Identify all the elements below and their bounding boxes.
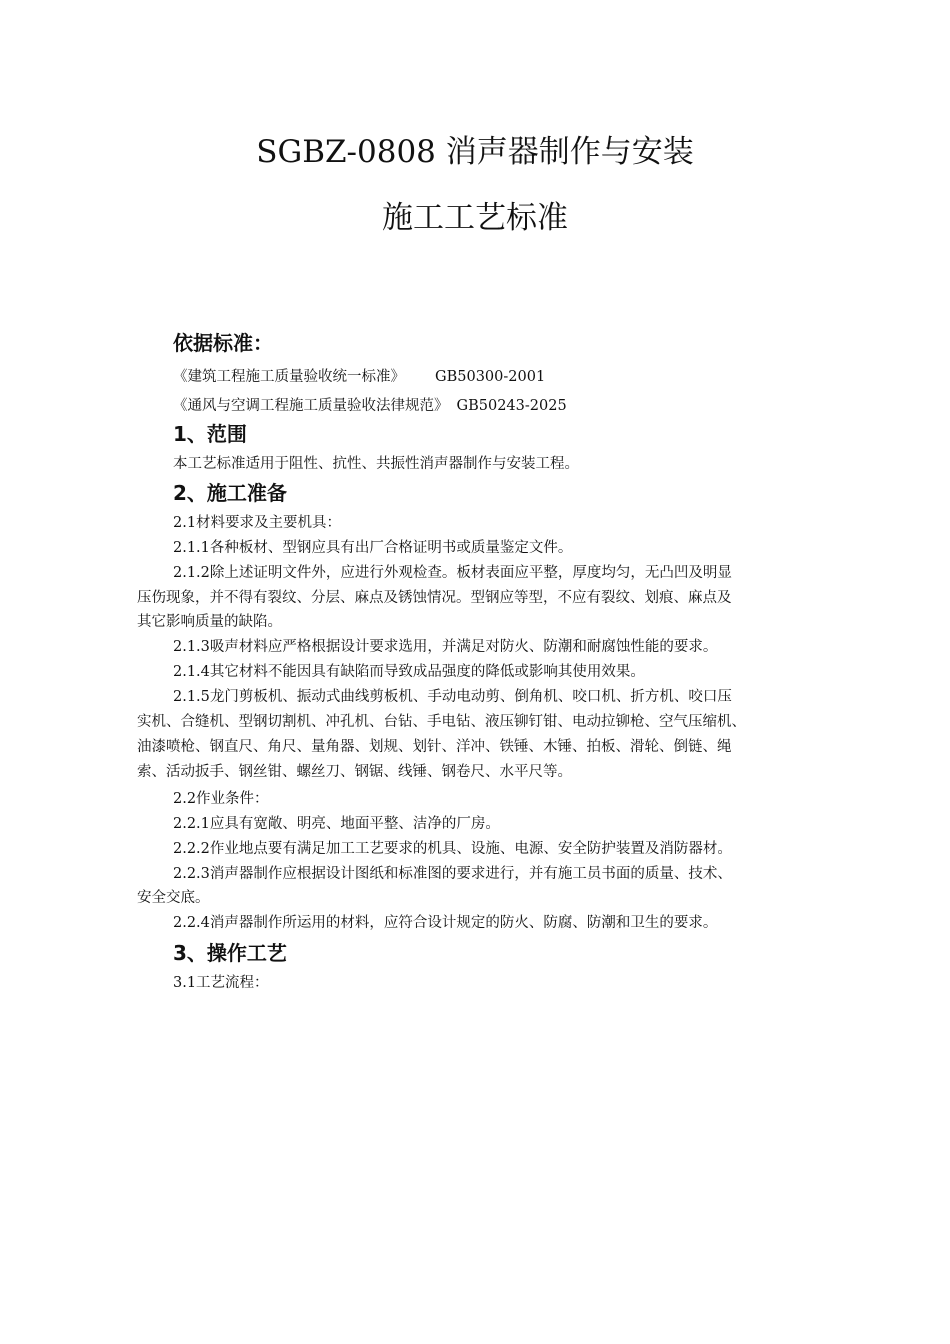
reference-name: 《建筑工程施工质量验收统一标准》 xyxy=(173,369,405,385)
clause-2-1-2-line: 2.1.2除上述证明文件外，应进行外观检查。板材表面应平整，厚度均匀，无凸凹及明显 xyxy=(173,565,732,581)
document-title-line2: 施工工艺标准 xyxy=(382,200,568,236)
clause-2-2-1: 2.2.1应具有宽敞、明亮、地面平整、洁净的厂房。 xyxy=(173,816,500,832)
section-3-heading: 3、操作工艺 xyxy=(173,941,287,965)
clause-2-2: 2.2作业条件： xyxy=(173,791,269,807)
clause-3-1: 3.1工艺流程： xyxy=(173,975,269,991)
reference-code: GB50300-2001 xyxy=(435,369,546,385)
clause-2-1-3: 2.1.3吸声材料应严格根据设计要求选用，并满足对防火、防潮和耐腐蚀性能的要求。 xyxy=(173,639,718,655)
clause-2-1-2-line: 压伤现象，并不得有裂纹、分层、麻点及锈蚀情况。型钢应等型，不应有裂纹、划痕、麻点及 xyxy=(137,590,732,606)
section-1-heading: 1、范围 xyxy=(173,422,247,446)
reference-code: GB50243-2025 xyxy=(456,398,567,414)
clause-2-1: 2.1材料要求及主要机具： xyxy=(173,515,342,531)
reference-item xyxy=(173,366,545,388)
clause-2-1-5-line: 索、活动扳手、钢丝钳、螺丝刀、钢锯、线锤、钢卷尺、水平尺等。 xyxy=(137,764,572,780)
clause-2-2-2: 2.2.2作业地点要有满足加工工艺要求的机具、设施、电源、安全防护装置及消防器材。 xyxy=(173,841,732,857)
clause-2-1-5-line: 实机、合缝机、型钢切割机、冲孔机、台钻、手电钻、液压铆钉钳、电动拉铆枪、空气压缩机、 xyxy=(137,714,746,730)
clause-2-2-3-line: 2.2.3消声器制作应根据设计图纸和标准图的要求进行，并有施工员书面的质量、技术、 xyxy=(173,866,732,882)
clause-2-1-5-line: 油漆喷枪、钢直尺、角尺、量角器、划规、划针、洋冲、铁锤、木锤、拍板、滑轮、倒链、绳 xyxy=(137,739,732,755)
clause-2-1-5-line: 2.1.5龙门剪板机、振动式曲线剪板机、手动电动剪、倒角机、咬口机、折方机、咬口压 xyxy=(173,689,732,705)
reference-item xyxy=(173,395,567,417)
reference-name: 《通风与空调工程施工质量验收法律规范》 xyxy=(173,398,449,414)
clause-2-1-1: 2.1.1各种板材、型钢应具有出厂合格证明书或质量鉴定文件。 xyxy=(173,540,573,556)
document-title-line1: SGBZ-0808 消声器制作与安装 xyxy=(256,134,694,170)
section-2-heading: 2、施工准备 xyxy=(173,481,287,505)
clause-2-1-2-line: 其它影响质量的缺陷。 xyxy=(137,614,282,630)
basis-heading: 依据标准： xyxy=(173,331,273,355)
clause-2-2-4: 2.2.4消声器制作所运用的材料，应符合设计规定的防火、防腐、防潮和卫生的要求。 xyxy=(173,915,718,931)
clause-2-2-3-line: 安全交底。 xyxy=(137,890,210,906)
section-1-text: 本工艺标准适用于阻性、抗性、共振性消声器制作与安装工程。 xyxy=(173,456,579,472)
clause-2-1-4: 2.1.4其它材料不能因具有缺陷而导致成品强度的降低或影响其使用效果。 xyxy=(173,664,645,680)
